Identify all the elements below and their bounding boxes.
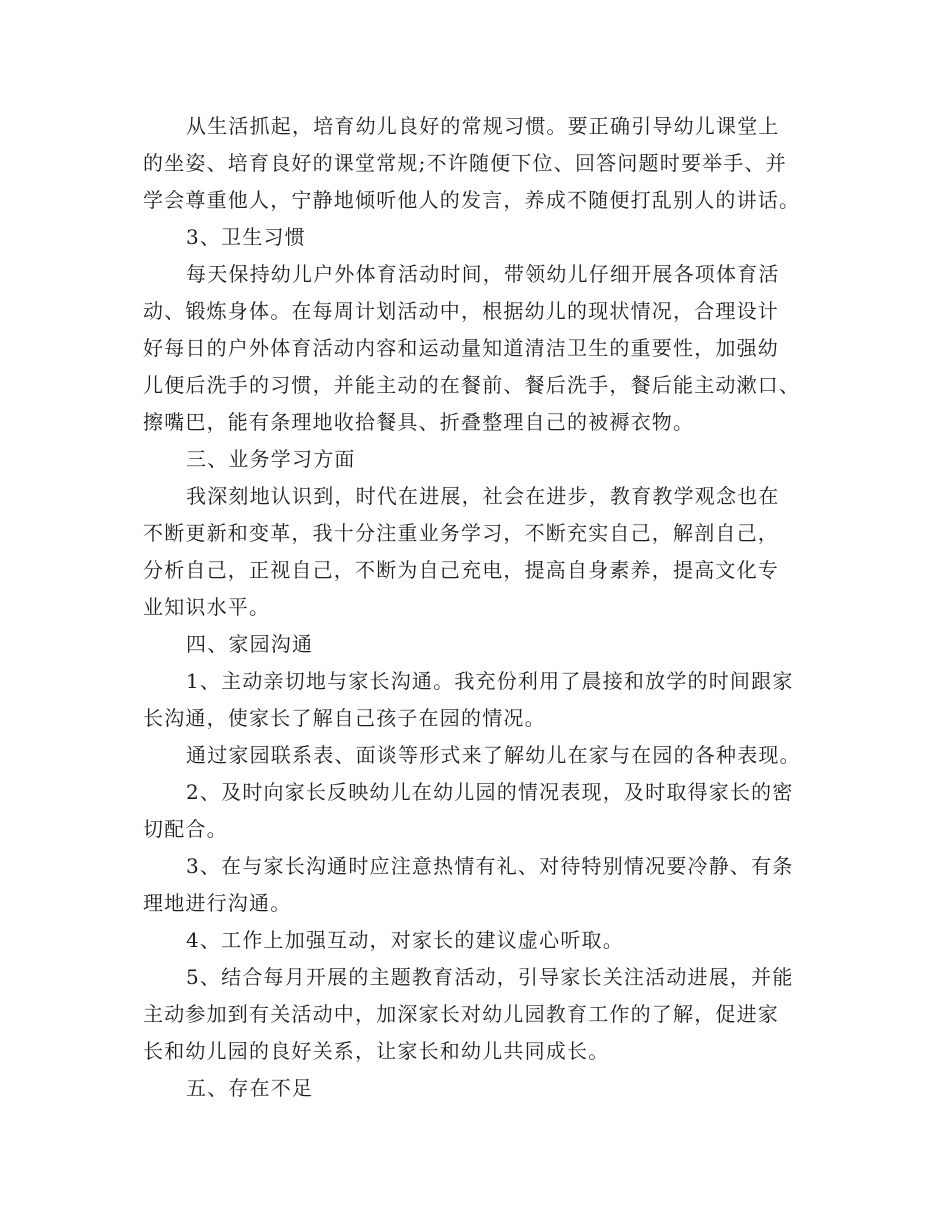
text-line: 四、家园沟通 — [186, 632, 314, 656]
text-line: 3、在与家长沟通时应注意热情有礼、对待特别情况要冷静、有条 — [186, 854, 794, 878]
text-line: 5、结合每月开展的主题教育活动，引导家长关注活动进展，并能 — [186, 965, 794, 989]
text-line: 从生活抓起，培育幼儿良好的常规习惯。要正确引导幼儿课堂上 — [186, 114, 780, 138]
text-line: 切配合。 — [143, 817, 228, 841]
text-line: 五、存在不足 — [186, 1076, 314, 1100]
text-line: 理地进行沟通。 — [143, 891, 292, 915]
text-line: 擦嘴巴，能有条理地收拾餐具、折叠整理自己的被褥衣物。 — [143, 410, 695, 434]
text-line: 不断更新和变革，我十分注重业务学习，不断充实自己，解剖自己， — [143, 521, 779, 545]
text-line: 业知识水平。 — [143, 595, 271, 619]
document-body — [143, 108, 811, 1107]
text-line: 通过家园联系表、面谈等形式来了解幼儿在家与在园的各种表现。 — [186, 743, 801, 767]
text-line: 儿便后洗手的习惯，并能主动的在餐前、餐后洗手，餐后能主动漱口、 — [143, 373, 801, 397]
text-line: 4、工作上加强互动，对家长的建议虚心听取。 — [186, 928, 624, 952]
text-line: 3、卫生习惯 — [186, 225, 306, 249]
text-line: 主动参加到有关活动中，加深家长对幼儿园教育工作的了解，促进家 — [143, 1002, 779, 1026]
text-line: 每天保持幼儿户外体育活动时间，带领幼儿仔细开展各项体育活 — [186, 262, 780, 286]
text-line: 学会尊重他人，宁静地倾听他人的发言，养成不随便打乱别人的讲话。 — [143, 188, 801, 212]
text-line: 分析自己，正视自己，不断为自己充电，提高自身素养，提高文化专 — [143, 558, 779, 582]
text-line: 长和幼儿园的良好关系，让家长和幼儿共同成长。 — [143, 1039, 610, 1063]
text-line: 的坐姿、培育良好的课堂常规;不许随便下位、回答问题时要举手、并 — [143, 151, 787, 175]
text-line: 好每日的户外体育活动内容和运动量知道清洁卫生的重要性，加强幼 — [143, 336, 779, 360]
text-line: 1、主动亲切地与家长沟通。我充份利用了晨接和放学的时间跟家 — [186, 669, 794, 693]
text-line: 2、及时向家长反映幼儿在幼儿园的情况表现，及时取得家长的密 — [186, 780, 794, 804]
text-line: 长沟通，使家长了解自己孩子在园的情况。 — [143, 706, 546, 730]
text-line: 动、锻炼身体。在每周计划活动中，根据幼儿的现状情况，合理设计 — [143, 299, 779, 323]
text-line: 我深刻地认识到，时代在进展，社会在进步，教育教学观念也在 — [186, 484, 780, 508]
text-line: 三、业务学习方面 — [186, 447, 356, 471]
